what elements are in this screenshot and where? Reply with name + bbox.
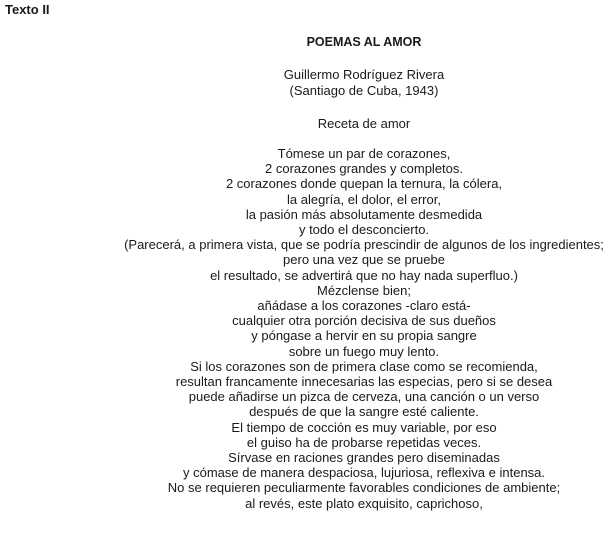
poem-line: Tómese un par de corazones, <box>277 146 451 161</box>
poem-line: la alegría, el dolor, el error, <box>287 191 441 207</box>
poem-line: la pasión más absolutamente desmedida <box>245 206 483 222</box>
poem-line: resultan francamente innecesarias las especias, pero si se desea <box>175 374 553 390</box>
author-block <box>114 67 614 99</box>
author-name: Guillermo Rodríguez Rivera <box>283 67 445 82</box>
poem-line: El tiempo de cocción es muy variable, por eso <box>231 419 497 435</box>
collection-title: POEMAS AL AMOR <box>306 35 422 49</box>
poem-line: 2 corazones donde quepan la ternura, la cólera, <box>225 176 503 192</box>
poem-line: el guiso ha de probarse repetidas veces. <box>246 434 482 450</box>
poem-line: Si los corazones son de primera clase como se recomienda, <box>190 358 538 374</box>
poem-line: y cómase de manera despaciosa, lujuriosa, reflexiva e intensa. <box>182 465 546 481</box>
poem-body <box>114 146 614 511</box>
poem-line: añádase a los corazones -claro está- <box>257 298 471 314</box>
poem-line: Mézclense bien; <box>317 282 411 298</box>
poem-line: y todo el desconcierto. <box>298 222 430 238</box>
author-origin: (Santiago de Cuba, 1943) <box>289 83 439 98</box>
poem-line: cualquier otra porción decisiva de sus dueños <box>232 313 496 329</box>
poem-line: pero una vez que se pruebe <box>283 252 445 268</box>
section-heading: Texto II <box>5 2 50 17</box>
poem-line: Sírvase en raciones grandes pero diseminadas <box>228 450 500 466</box>
poem-line: el resultado, se advertirá que no hay nada superfluo.) <box>210 267 518 283</box>
poem-title: Receta de amor <box>317 116 411 131</box>
poem-line: 2 corazones grandes y completos. <box>265 161 463 177</box>
poem-line: (Parecerá, a primera vista, que se podría prescindir de algunos de los ingredientes; <box>124 237 604 253</box>
poem-line: puede añadirse un pizca de cerveza, una canción o un verso <box>188 389 540 405</box>
poem-line: al revés, este plato exquisito, caprichoso, <box>245 495 483 511</box>
poem-line: sobre un fuego muy lento. <box>288 343 440 359</box>
poem-line: y póngase a hervir en su propia sangre <box>251 328 477 344</box>
poem-line: No se requieren peculiarmente favorables condiciones de ambiente; <box>167 480 561 496</box>
poem-line: después de que la sangre esté caliente. <box>249 404 479 420</box>
